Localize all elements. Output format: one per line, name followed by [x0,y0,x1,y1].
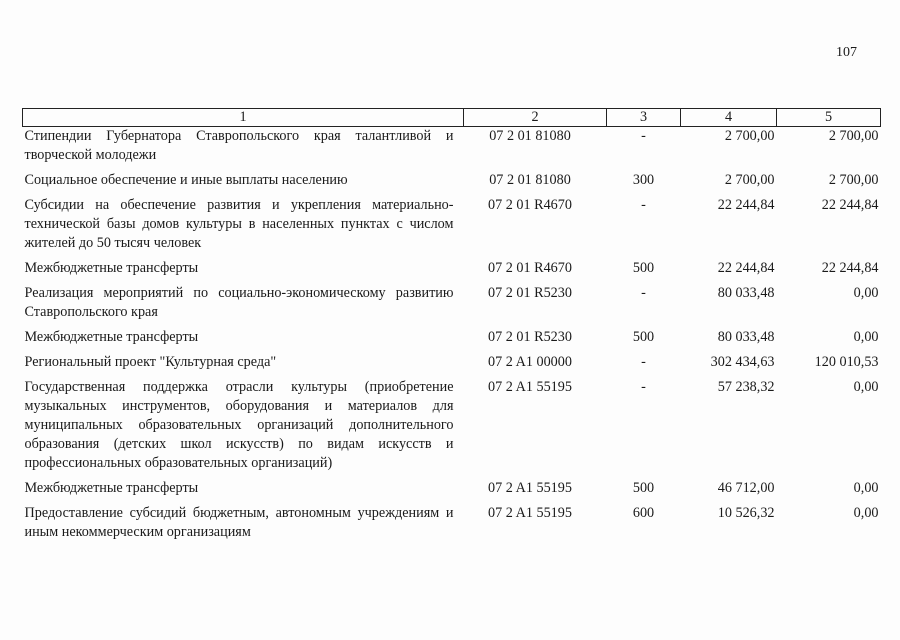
row-sum-1: 22 244,84 [717,260,775,276]
table-row [23,259,881,284]
row-expense-type: 500 [632,480,655,496]
row-sum-1: 46 712,00 [717,480,775,496]
header-col-5: 5 [777,109,881,127]
row-name: Социальное обеспечение и иные выплаты населению [24,172,348,188]
row-expense-type: - [641,128,646,144]
row-sum-2: 22 244,84 [821,197,879,213]
row-sum-2: 2 700,00 [828,128,879,144]
row-expense-type: 300 [632,172,655,188]
row-expense-type: - [641,285,646,301]
header-col-2: 2 [464,109,607,127]
row-name: Государственная поддержка отрасли культуры (приобретение музыкальных инструментов, оборудования и материалов для муниципальных образовательных организаций дополнительного образования (детских школ искусств) по видам искусств и профессиональных образовательных организаций) [24,379,454,471]
table-row [23,196,881,259]
page-number: 107 [836,45,857,60]
row-name: Предоставление субсидий бюджетным, автономным учреждениям и иным некоммерческим организациям [24,505,454,540]
table-row [23,378,881,479]
row-expense-type: - [641,197,646,213]
row-sum-2: 0,00 [853,379,879,395]
row-code: 07 2 01 81080 [489,128,571,144]
table-row [23,284,881,328]
row-sum-2: 22 244,84 [821,260,879,276]
row-code: 07 2 A1 55195 [488,480,572,496]
table-row [23,479,881,504]
table-row [23,504,881,548]
header-col-4: 4 [681,109,777,127]
row-sum-2: 0,00 [853,329,879,345]
row-name: Региональный проект "Культурная среда" [24,354,277,370]
row-name: Реализация мероприятий по социально-экономическому развитию Ставропольского края [24,285,454,320]
table-row [23,328,881,353]
row-expense-type: - [641,379,646,395]
row-sum-1: 80 033,48 [717,329,775,345]
row-sum-1: 2 700,00 [724,172,775,188]
row-expense-type: - [641,354,646,370]
row-sum-1: 10 526,32 [717,505,775,521]
table-row [23,171,881,196]
budget-table [22,108,881,548]
row-sum-2: 0,00 [853,505,879,521]
row-sum-2: 2 700,00 [828,172,879,188]
row-name: Стипендии Губернатора Ставропольского края талантливой и творческой молодежи [24,128,454,163]
row-sum-1: 22 244,84 [717,197,775,213]
row-expense-type: 500 [632,260,655,276]
row-name: Межбюджетные трансферты [24,480,199,496]
row-code: 07 2 01 81080 [489,172,571,188]
row-code: 07 2 01 R5230 [488,285,572,301]
row-sum-2: 120 010,53 [814,354,879,370]
header-row [23,109,881,127]
row-sum-1: 57 238,32 [717,379,775,395]
row-code: 07 2 A1 55195 [488,379,572,395]
row-sum-2: 0,00 [853,480,879,496]
row-name: Межбюджетные трансферты [24,260,199,276]
row-code: 07 2 01 R4670 [488,197,572,213]
row-code: 07 2 A1 55195 [488,505,572,521]
row-sum-2: 0,00 [853,285,879,301]
row-name: Субсидии на обеспечение развития и укрепления материально-технической базы домов культуры в населенных пунктах с числом жителей до 50 тысяч человек [24,197,454,251]
header-col-1: 1 [23,109,464,127]
row-code: 07 2 A1 00000 [488,354,572,370]
table-row [23,127,881,172]
row-expense-type: 500 [632,329,655,345]
row-sum-1: 2 700,00 [724,128,775,144]
row-sum-1: 80 033,48 [717,285,775,301]
row-code: 07 2 01 R4670 [488,260,572,276]
row-code: 07 2 01 R5230 [488,329,572,345]
row-sum-1: 302 434,63 [710,354,775,370]
table-row [23,353,881,378]
row-expense-type: 600 [632,505,655,521]
row-name: Межбюджетные трансферты [24,329,199,345]
header-col-3: 3 [607,109,681,127]
